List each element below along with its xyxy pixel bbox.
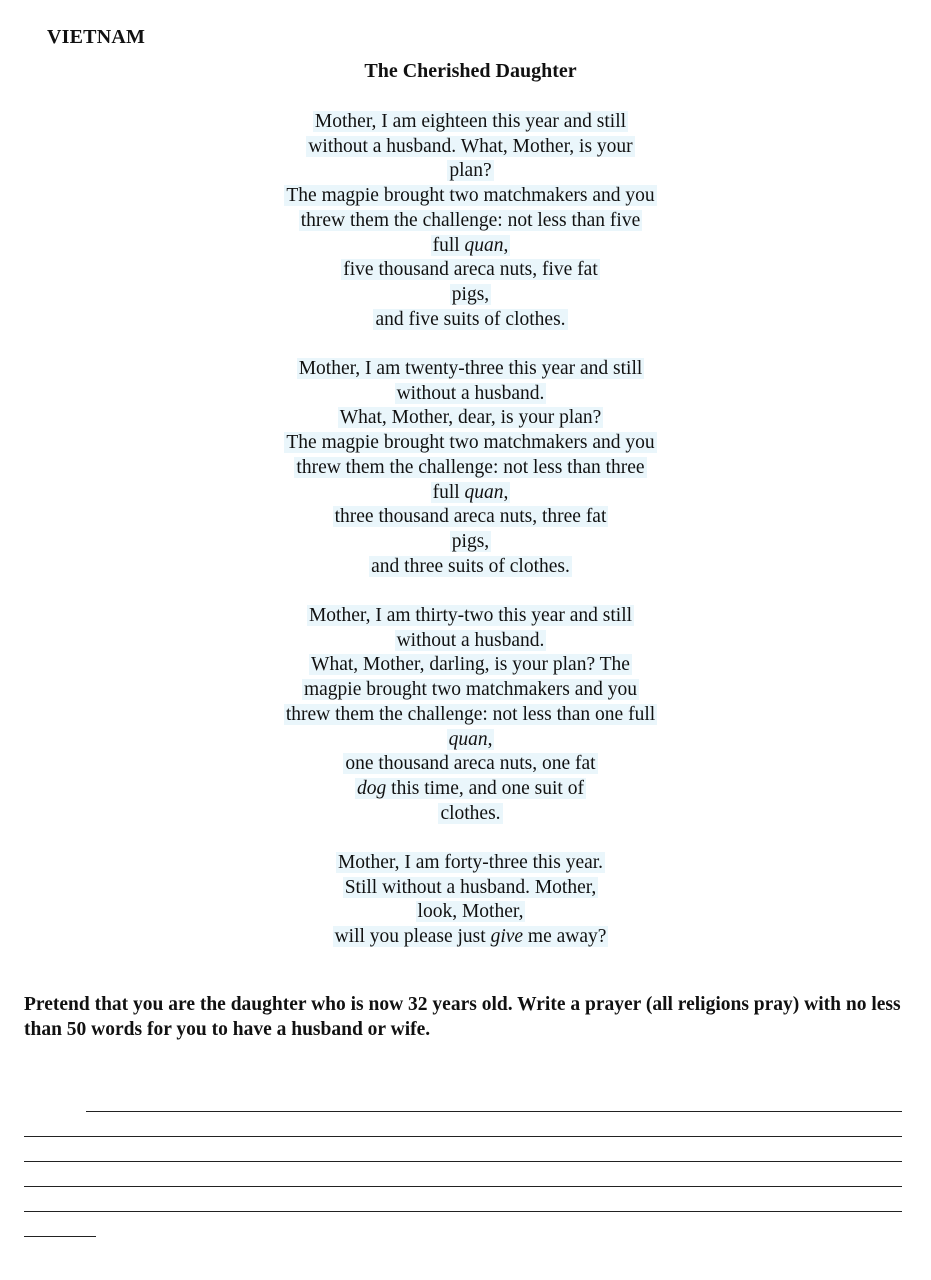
answer-line-5[interactable]	[24, 1211, 902, 1212]
poem-title: The Cherished Daughter	[364, 60, 577, 82]
poem-line: The magpie brought two matchmakers and you	[286, 185, 655, 207]
poem-line: dog this time, and one suit of	[357, 777, 584, 799]
poem-line: What, Mother, darling, is your plan? The	[311, 654, 630, 676]
poem-line: threw them the challenge: not less than five	[300, 209, 641, 231]
assignment-prompt: Pretend that you are the daughter who is now 32 years old. Write a prayer (all religions pray) with no less than 50 words for you to have a husband or wife.	[24, 994, 901, 1040]
poem-line: full quan,	[432, 234, 509, 256]
poem-line: look, Mother,	[417, 901, 524, 923]
poem-line: magpie brought two matchmakers and you	[303, 679, 638, 701]
poem-line: Still without a husband. Mother,	[344, 876, 597, 898]
poem-line: Mother, I am thirty-two this year and still	[308, 605, 633, 627]
poem-body	[0, 110, 931, 975]
answer-line-4[interactable]	[24, 1186, 902, 1187]
poem-stanza-4	[0, 851, 931, 950]
answer-line-1[interactable]	[86, 1111, 902, 1112]
poem-line: threw them the challenge: not less than one full	[285, 703, 656, 725]
poem-line: Mother, I am eighteen this year and still	[314, 111, 627, 132]
poem-line: pigs,	[451, 283, 490, 305]
answer-line-3[interactable]	[24, 1161, 902, 1162]
poem-line: plan?	[449, 160, 492, 182]
answer-line-2[interactable]	[24, 1136, 902, 1137]
poem-line: without a husband. What, Mother, is your	[308, 135, 633, 157]
poem-line: threw them the challenge: not less than three	[296, 456, 645, 478]
poem-line: without a husband.	[396, 629, 545, 651]
poem-stanza-1	[0, 110, 931, 332]
poem-line: What, Mother, dear, is your plan?	[339, 407, 602, 429]
poem-line: three thousand areca nuts, three fat	[334, 506, 607, 528]
poem-line: without a husband.	[396, 382, 545, 404]
poem-line: will you please just give me away?	[334, 926, 607, 948]
poem-line: full quan,	[432, 481, 509, 503]
poem-line: quan,	[448, 728, 493, 750]
country-heading: VIETNAM	[47, 26, 146, 48]
poem-line: and five suits of clothes.	[375, 308, 566, 330]
poem-stanza-2	[0, 357, 931, 579]
poem-line: pigs,	[451, 530, 490, 552]
poem-line: Mother, I am twenty-three this year and still	[298, 358, 643, 380]
answer-line-6[interactable]	[24, 1236, 96, 1237]
poem-line: five thousand areca nuts, five fat	[343, 259, 598, 281]
poem-line: clothes.	[440, 802, 501, 824]
poem-line: and three suits of clothes.	[371, 555, 570, 577]
poem-line: one thousand areca nuts, one fat	[345, 753, 596, 775]
poem-line: The magpie brought two matchmakers and you	[286, 432, 655, 454]
poem-line: Mother, I am forty-three this year.	[337, 852, 604, 874]
poem-stanza-3	[0, 604, 931, 826]
